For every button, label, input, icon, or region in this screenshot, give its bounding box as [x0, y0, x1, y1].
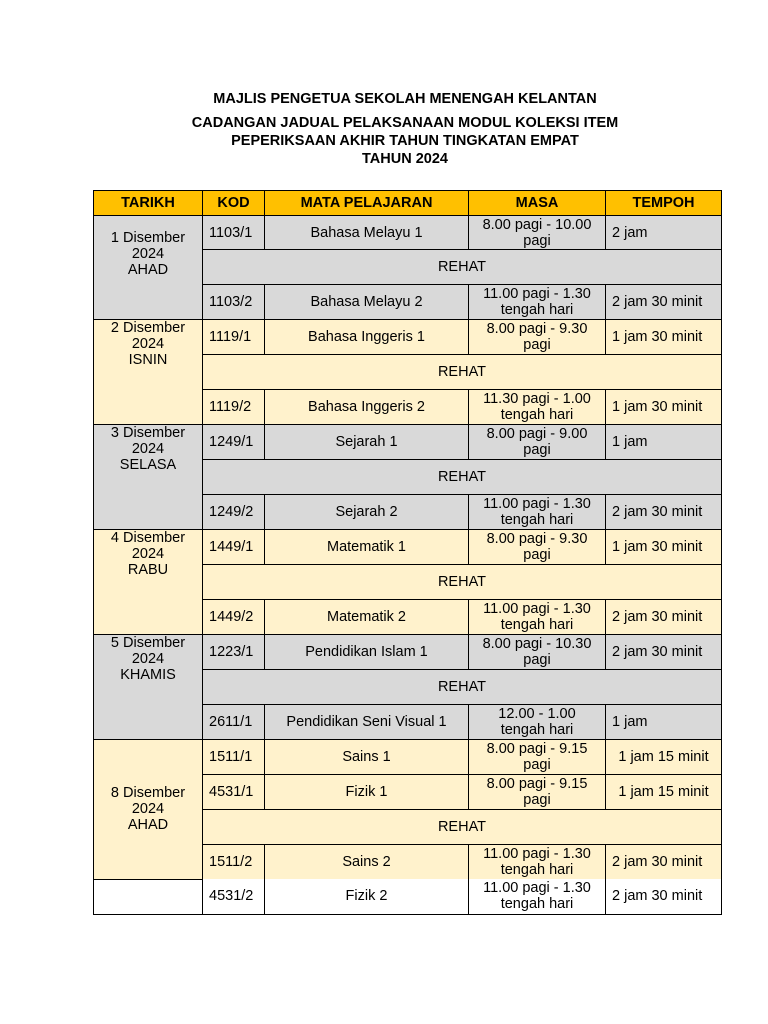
rehat-label: REHAT [203, 670, 722, 705]
title-line-3: PEPERIKSAAN AKHIR TAHUN TINGKATAN EMPAT [231, 133, 579, 149]
kod-cell: 1119/2 [203, 390, 265, 425]
subject-cell: Bahasa Melayu 1 [265, 216, 469, 250]
duration-cell: 1 jam 30 minit [606, 320, 722, 355]
duration-cell: 2 jam 30 minit [606, 285, 722, 320]
kod-cell: 1119/1 [203, 320, 265, 355]
duration-cell: 1 jam [606, 705, 722, 740]
rehat-label: REHAT [203, 565, 722, 600]
table-row [94, 740, 722, 775]
duration-cell: 1 jam 15 minit [606, 775, 722, 810]
duration-cell: 1 jam [606, 425, 722, 460]
kod-cell: 1103/1 [203, 216, 265, 250]
table-header-row [94, 191, 722, 216]
date-cell: 2 Disember 2024 ISNIN [94, 320, 203, 425]
duration-cell: 2 jam 30 minit [606, 635, 722, 670]
kod-cell: 1449/2 [203, 600, 265, 635]
header-mata-pelajaran: MATA PELAJARAN [265, 191, 469, 216]
date-cell: 3 Disember 2024 SELASA [94, 425, 203, 530]
subject-cell: Fizik 2 [265, 879, 469, 914]
subject-cell: Bahasa Inggeris 1 [265, 320, 469, 355]
duration-cell: 2 jam 30 minit [606, 845, 722, 880]
subject-cell: Matematik 1 [265, 530, 469, 565]
duration-cell: 2 jam [606, 216, 722, 250]
time-cell: 8.00 pagi - 9.30 pagi [469, 530, 606, 565]
subject-cell: Matematik 2 [265, 600, 469, 635]
table-row [94, 879, 722, 914]
kod-cell: 1223/1 [203, 635, 265, 670]
date-cell-empty [94, 879, 203, 914]
time-cell: 11.00 pagi - 1.30 tengah hari [469, 879, 606, 914]
time-cell: 8.00 pagi - 10.00 pagi [469, 216, 606, 250]
subject-cell: Pendidikan Seni Visual 1 [265, 705, 469, 740]
duration-cell: 1 jam 15 minit [606, 740, 722, 775]
subject-cell: Pendidikan Islam 1 [265, 635, 469, 670]
duration-cell: 2 jam 30 minit [606, 879, 722, 914]
time-cell: 12.00 - 1.00 tengah hari [469, 705, 606, 740]
subject-cell: Bahasa Melayu 2 [265, 285, 469, 320]
time-cell: 8.00 pagi - 10.30 pagi [469, 635, 606, 670]
document-title-block [0, 90, 768, 168]
kod-cell: 1511/2 [203, 845, 265, 880]
kod-cell: 4531/1 [203, 775, 265, 810]
time-cell: 8.00 pagi - 9.00 pagi [469, 425, 606, 460]
time-cell: 8.00 pagi - 9.15 pagi [469, 740, 606, 775]
time-cell: 11.00 pagi - 1.30 tengah hari [469, 495, 606, 530]
kod-cell: 1449/1 [203, 530, 265, 565]
kod-cell: 1511/1 [203, 740, 265, 775]
subject-cell: Sejarah 2 [265, 495, 469, 530]
table-row [94, 216, 722, 250]
duration-cell: 1 jam 30 minit [606, 390, 722, 425]
kod-cell: 1249/1 [203, 425, 265, 460]
duration-cell: 2 jam 30 minit [606, 600, 722, 635]
title-line-2: CADANGAN JADUAL PELAKSANAAN MODUL KOLEKSI ITEM [191, 115, 619, 131]
header-tarikh: TARIKH [94, 191, 203, 216]
duration-cell: 2 jam 30 minit [606, 495, 722, 530]
table-row [94, 635, 722, 670]
date-cell: 4 Disember 2024 RABU [94, 530, 203, 635]
time-cell: 8.00 pagi - 9.30 pagi [469, 320, 606, 355]
kod-cell: 2611/1 [203, 705, 265, 740]
kod-cell: 4531/2 [203, 879, 265, 914]
subject-cell: Fizik 1 [265, 775, 469, 810]
subject-cell: Sains 1 [265, 740, 469, 775]
header-kod: KOD [203, 191, 265, 216]
date-cell: 8 Disember 2024 AHAD [94, 740, 203, 880]
time-cell: 11.00 pagi - 1.30 tengah hari [469, 845, 606, 880]
date-cell: 5 Disember 2024 KHAMIS [94, 635, 203, 740]
rehat-label: REHAT [203, 810, 722, 845]
table-row [94, 530, 722, 565]
title-line-1: MAJLIS PENGETUA SEKOLAH MENENGAH KELANTAN [213, 91, 597, 107]
time-cell: 11.00 pagi - 1.30 tengah hari [469, 285, 606, 320]
rehat-label: REHAT [203, 250, 722, 285]
header-tempoh: TEMPOH [606, 191, 722, 216]
rehat-label: REHAT [203, 355, 722, 390]
time-cell: 8.00 pagi - 9.15 pagi [469, 775, 606, 810]
title-line-4: TAHUN 2024 [362, 151, 448, 167]
exam-schedule-table [93, 190, 722, 915]
subject-cell: Sains 2 [265, 845, 469, 880]
table-row [94, 425, 722, 460]
duration-cell: 1 jam 30 minit [606, 530, 722, 565]
date-cell: 1 Disember 2024 AHAD [94, 216, 203, 320]
subject-cell: Bahasa Inggeris 2 [265, 390, 469, 425]
time-cell: 11.30 pagi - 1.00 tengah hari [469, 390, 606, 425]
header-masa: MASA [469, 191, 606, 216]
time-cell: 11.00 pagi - 1.30 tengah hari [469, 600, 606, 635]
kod-cell: 1249/2 [203, 495, 265, 530]
rehat-label: REHAT [203, 460, 722, 495]
kod-cell: 1103/2 [203, 285, 265, 320]
table-row [94, 320, 722, 355]
subject-cell: Sejarah 1 [265, 425, 469, 460]
